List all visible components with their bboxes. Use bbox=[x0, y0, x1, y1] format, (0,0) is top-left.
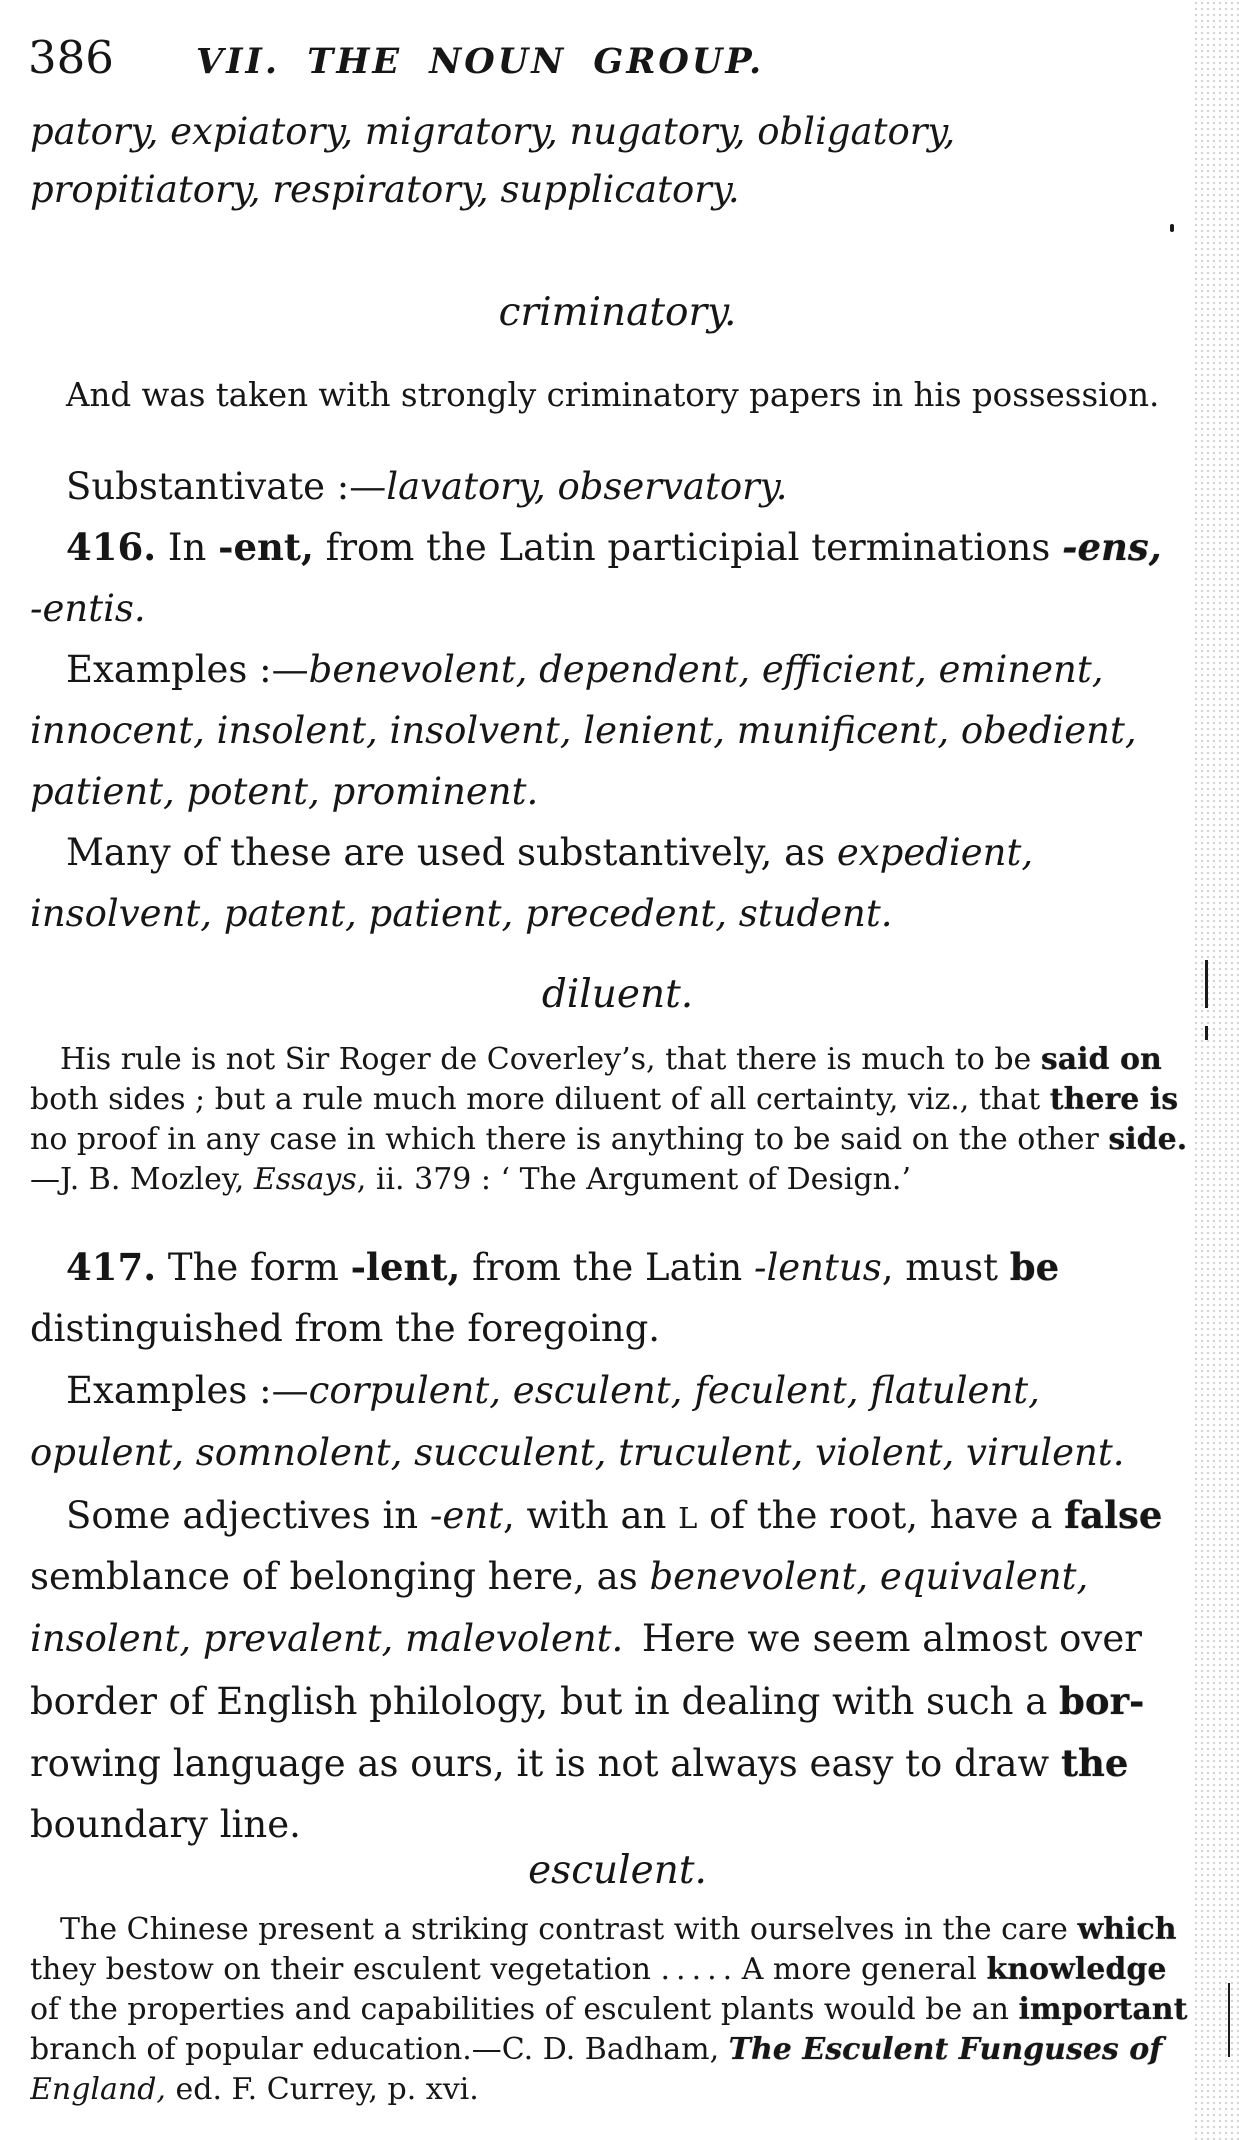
quote-esculent bbox=[30, 1910, 1205, 2110]
text-line: insolvent, patent, patient, precedent, student. bbox=[30, 892, 893, 935]
text-line: Many of these are used substantively, as expedient, bbox=[66, 831, 1034, 874]
heading-diluent: diluent. bbox=[541, 972, 694, 1017]
text-line: The Chinese present a striking contrast with ourselves in the care which bbox=[60, 1912, 1177, 1947]
text-line: border of English philology, but in dealing with such a bor- bbox=[30, 1679, 1145, 1723]
quote-diluent bbox=[30, 1040, 1205, 1200]
text-line: no proof in any case in which there is anything to be said on the other side. bbox=[30, 1122, 1188, 1157]
text-line: distinguished from the foregoing. bbox=[30, 1307, 661, 1350]
text-line: patient, potent, prominent. bbox=[30, 770, 539, 813]
heading-criminatory: criminatory. bbox=[498, 290, 737, 335]
text-line: boundary line. bbox=[30, 1803, 301, 1846]
scan-artifact bbox=[1228, 1983, 1230, 2057]
heading-esculent: esculent. bbox=[528, 1848, 707, 1893]
text-line: they bestow on their esculent vegetation . . . . . A more general knowledge bbox=[30, 1952, 1167, 1987]
text-line: 417. The form -lent, from the Latin -lentus, must be bbox=[66, 1245, 1060, 1289]
text-line: —J. B. Mozley, Essays, ii. 379 : ‘ The Argument of Design.’ bbox=[30, 1162, 911, 1197]
running-title: VII. THE NOUN GROUP. bbox=[196, 41, 765, 82]
scan-artifact bbox=[1205, 1026, 1208, 1040]
scan-artifact bbox=[1205, 960, 1208, 1008]
section-416 bbox=[30, 456, 1205, 944]
text-line: Examples :—benevolent, dependent, efficient, eminent, bbox=[66, 648, 1104, 691]
text-line: semblance of belonging here, as benevolent, equivalent, bbox=[30, 1555, 1089, 1598]
scan-artifact bbox=[1170, 224, 1174, 232]
text-line: patory, expiatory, migratory, nugatory, obligatory, bbox=[30, 110, 956, 153]
section-417 bbox=[30, 1236, 1205, 1856]
text-line: of the properties and capabilities of esculent plants would be an important bbox=[30, 1992, 1188, 2027]
text-line: insolent, prevalent, malevolent. Here we seem almost over bbox=[30, 1617, 1142, 1660]
page-number: 386 bbox=[28, 31, 114, 84]
text-line: innocent, insolent, insolvent, lenient, munificent, obedient, bbox=[30, 709, 1137, 752]
text-line: England, ed. F. Currey, p. xvi. bbox=[30, 2072, 479, 2107]
text-line: propitiatory, respiratory, supplicatory. bbox=[30, 168, 740, 211]
text-line: His rule is not Sir Roger de Coverley’s, that there is much to be said on bbox=[60, 1042, 1162, 1077]
text-line: -entis. bbox=[30, 587, 146, 630]
text-line: And was taken with strongly criminatory papers in his possession. bbox=[66, 376, 1160, 414]
text-line: opulent, somnolent, succulent, truculent, violent, virulent. bbox=[30, 1431, 1125, 1474]
text-line: both sides ; but a rule much more diluent of all certainty, viz., that there is bbox=[30, 1082, 1179, 1117]
text-line: Examples :—corpulent, esculent, feculent, flatulent, bbox=[66, 1369, 1040, 1412]
text-line: Some adjectives in -ent, with an L of the root, have a false bbox=[66, 1493, 1163, 1537]
text-line: rowing language as ours, it is not always easy to draw the bbox=[30, 1741, 1129, 1785]
text-line: 416. In -ent, from the Latin participial terminations -ens, bbox=[66, 525, 1162, 569]
page-header bbox=[28, 30, 1205, 90]
text-line: Substantivate :—lavatory, observatory. bbox=[66, 465, 788, 508]
section-suffix-atory bbox=[30, 103, 1205, 219]
text-line: branch of popular education.—C. D. Badham, The Esculent Funguses of bbox=[30, 2032, 1163, 2067]
quote-criminatory bbox=[30, 372, 1205, 418]
